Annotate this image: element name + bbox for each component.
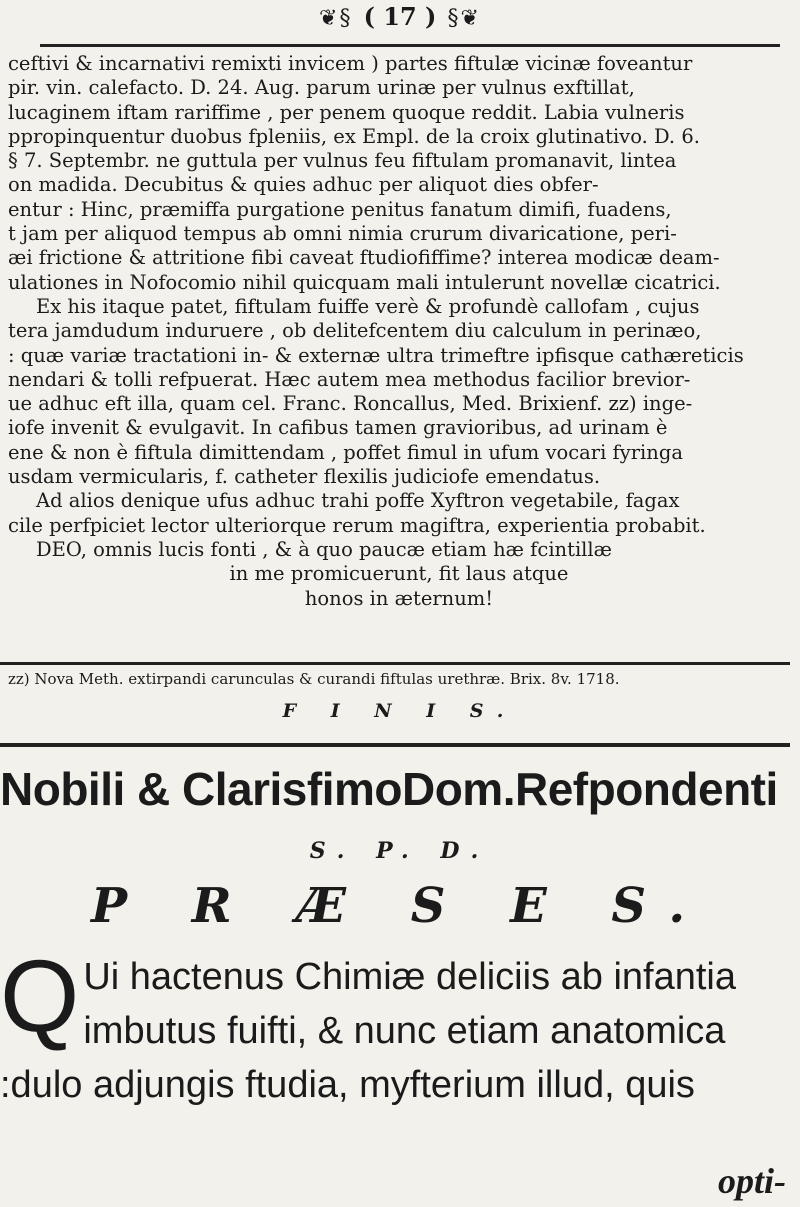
header-ornament-left: ❦§ [319, 6, 353, 31]
body-line: ene & non è fiftula dimittendam , poffet fimul in ufum vocari fyringa [8, 440, 683, 464]
body-line: ppropinquentur duobus fpleniis, ex Empl. de la croix glutinativo. D. 6. [8, 124, 700, 148]
dedication-address: Nobili & ClarisfimoDom.Refpondenti [0, 763, 778, 815]
body-line: ulationes in Nofocomio nihil quicquam mali intulerunt novellæ cicatrici. [8, 270, 721, 294]
letter-line: imbutus fuifti, & nunc etiam anatomica [83, 1010, 726, 1052]
body-line: usdam vermicularis, f. catheter flexilis judiciofe emendatus. [8, 465, 601, 489]
body-line: nendari & tolli refpuerat. Hæc autem mea methodus facilior brevior- [8, 367, 691, 391]
catchword: opti- [718, 1161, 786, 1201]
body-line: cile perfpiciet lector ulteriorque rerum magiftra, experientia probabit. [8, 513, 706, 537]
section-rule-bottom [0, 743, 790, 747]
drop-cap: Q [0, 939, 80, 1053]
body-line: § 7. Septembr. ne guttula per vulnus feu fiftulam promanavit, lintea [8, 149, 677, 173]
praeses-heading: P R Æ S E S. [90, 878, 710, 934]
body-line: pir. vin. calefacto. D. 24. Aug. parum urinæ per vulnus exftillat, [8, 76, 635, 100]
body-line: tera jamdudum induruere , ob delitefcentem diu calculum in perinæo, [8, 319, 702, 343]
page-header [0, 2, 800, 46]
header-rule [40, 44, 780, 47]
body-line: DEO, omnis lucis fonti , & à quo paucæ etiam hæ fcintillæ [36, 537, 612, 561]
section-rule [0, 662, 790, 665]
page-number: ( 17 ) [363, 2, 437, 31]
body-line: honos in æternum! [304, 586, 494, 610]
body-line: : quæ variæ tractationi in- & externæ ultra trimeftre ipfisque cathæreticis [8, 343, 744, 367]
body-line: Ad alios denique ufus adhuc trahi poffe Xyftron vegetabile, fagax [36, 489, 680, 513]
letter-body [0, 939, 790, 1112]
body-line: iofe invenit & evulgavit. In cafibus tamen gravioribus, ad urinam è [8, 416, 668, 440]
body-line: entur : Hinc, præmiffa purgatione penitus fanatum dimifi, fuadens, [8, 197, 672, 221]
letter-line: Ui hactenus Chimiæ deliciis ab infantia [83, 956, 736, 998]
footnote: zz) Nova Meth. extirpandi carunculas & curandi fiftulas urethræ. Brix. 8v. 1718. [8, 670, 620, 688]
body-line: on madida. Decubitus & quies adhuc per aliquot dies obfer- [8, 173, 599, 197]
body-line: Ex his itaque patet, fiftulam fuiffe verè & profundè callofam , cujus [36, 294, 700, 318]
body-line: t jam per aliquod tempus ab omni nimia crurum divaricatione, peri- [8, 222, 677, 246]
header-ornament-right: §❦ [447, 6, 481, 31]
body-line: ceftivi & incarnativi remixti invicem ) partes fiftulæ vicinæ foveantur [8, 52, 693, 75]
main-body-text [8, 52, 790, 611]
body-line: ue adhuc eft illa, quam cel. Franc. Roncallus, Med. Brixienf. zz) inge- [8, 392, 693, 416]
body-line: æi frictione & attritione fibi caveat ftudiofiffime? interea modicæ deam- [8, 246, 720, 270]
finis-heading: F I N I S. [282, 700, 518, 722]
salutation: S. P. D. [309, 838, 491, 864]
body-line: in me promicuerunt, fit laus atque [229, 562, 569, 586]
body-line: lucaginem iftam rariffime , per penem quoque reddit. Labia vulneris [8, 100, 685, 124]
letter-line: :dulo adjungis ftudia, myfterium illud, quis [0, 1064, 695, 1106]
